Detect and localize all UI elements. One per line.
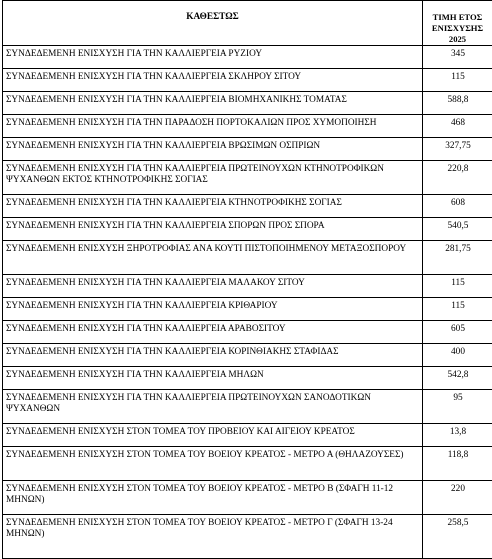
table-row <box>3 218 492 241</box>
row-label: ΣΥΝΔΕΔΕΜΕΝΗ ΕΝΙΣΧΥΣΗ ΣΤΟΝ ΤΟΜΕΑ ΤΟΥ ΠΡΟΒΕΙΟΥ ΚΑΙ ΑΙΓΕΙΟΥ ΚΡΕΑΤΟΣ <box>3 424 423 447</box>
row-value: 605 <box>423 321 492 344</box>
row-label: ΣΥΝΔΕΔΕΜΕΝΗ ΕΝΙΣΧΥΣΗ ΓΙΑ ΤΗΝ ΚΑΛΛΙΕΡΓΕΙΑ ΚΟΡΙΝΘΙΑΚΗΣ ΣΤΑΦΙΔΑΣ <box>3 344 423 367</box>
table-row <box>3 241 492 275</box>
table-row <box>3 115 492 138</box>
row-value: 608 <box>423 195 492 218</box>
row-value: 118,8 <box>423 447 492 481</box>
table-header-row <box>3 1 492 46</box>
row-label: ΣΥΝΔΕΔΕΜΕΝΗ ΕΝΙΣΧΥΣΗ ΓΙΑ ΤΗΝ ΚΑΛΛΙΕΡΓΕΙΑ ΚΡΙΘΑΡΙΟΥ <box>3 298 423 321</box>
row-value: 400 <box>423 344 492 367</box>
table-row <box>3 447 492 481</box>
row-label: ΣΥΝΔΕΔΕΜΕΝΗ ΕΝΙΣΧΥΣΗ ΓΙΑ ΤΗΝ ΚΑΛΛΙΕΡΓΕΙΑ ΚΤΗΝΟΤΡΟΦΙΚΗΣ ΣΟΓΙΑΣ <box>3 195 423 218</box>
row-label: ΣΥΝΔΕΔΕΜΕΝΗ ΕΝΙΣΧΥΣΗ ΓΙΑ ΤΗΝ ΚΑΛΛΙΕΡΓΕΙΑ ΠΡΩΤΕΙΝΟΥΧΩΝ ΣΑΝΟΔΟΤΙΚΩΝ ΨΥΧΑΝΘΩΝ <box>3 390 423 424</box>
row-label: ΣΥΝΔΕΔΕΜΕΝΗ ΕΝΙΣΧΥΣΗ ΓΙΑ ΤΗΝ ΚΑΛΛΙΕΡΓΕΙΑ ΒΡΩΣΙΜΩΝ ΟΣΠΡΙΩΝ <box>3 138 423 161</box>
row-label: ΣΥΝΔΕΔΕΜΕΝΗ ΕΝΙΣΧΥΣΗ ΓΙΑ ΤΗΝ ΚΑΛΛΙΕΡΓΕΙΑ ΒΙΟΜΗΧΑΝΙΚΗΣ ΤΟΜΑΤΑΣ <box>3 92 423 115</box>
row-value: 115 <box>423 69 492 92</box>
table-row <box>3 195 492 218</box>
row-value: 13,8 <box>423 424 492 447</box>
row-label: ΣΥΝΔΕΔΕΜΕΝΗ ΕΝΙΣΧΥΣΗ ΓΙΑ ΤΗΝ ΚΑΛΛΙΕΡΓΕΙΑ ΣΠΟΡΩΝ ΠΡΟΣ ΣΠΟΡΑ <box>3 218 423 241</box>
table-row <box>3 69 492 92</box>
row-label: ΣΥΝΔΕΔΕΜΕΝΗ ΕΝΙΣΧΥΣΗ ΞΗΡΟΤΡΟΦΙΑΣ ΑΝΑ ΚΟΥΤΙ ΠΙΣΤΟΠΟΙΗΜΕΝΟΥ ΜΕΤΑΞΟΣΠΟΡΟΥ <box>3 241 423 275</box>
header-value-line3: 2025 <box>449 34 466 44</box>
row-label: ΣΥΝΔΕΔΕΜΕΝΗ ΕΝΙΣΧΥΣΗ ΓΙΑ ΤΗΝ ΚΑΛΛΙΕΡΓΕΙΑ ΣΚΛΗΡΟΥ ΣΙΤΟΥ <box>3 69 423 92</box>
row-label: ΣΥΝΔΕΔΕΜΕΝΗ ΕΝΙΣΧΥΣΗ ΓΙΑ ΤΗΝ ΚΑΛΛΙΕΡΓΕΙΑ ΜΗΛΩΝ <box>3 367 423 390</box>
table-row <box>3 367 492 390</box>
row-value: 220,8 <box>423 161 492 195</box>
row-label: ΣΥΝΔΕΔΕΜΕΝΗ ΕΝΙΣΧΥΣΗ ΓΙΑ ΤΗΝ ΚΑΛΛΙΕΡΓΕΙΑ ΠΡΩΤΕΙΝΟΥΧΩΝ ΚΤΗΝΟΤΡΟΦΙΚΩΝ ΨΥΧΑΝΘΩΝ ΕΚΤΟΣ ΚΤΗΝΟΤΡΟΦΙΚΗΣ ΣΟΓΙΑΣ <box>3 161 423 195</box>
row-value: 588,8 <box>423 92 492 115</box>
table-row <box>3 481 492 515</box>
table-row <box>3 424 492 447</box>
header-value-line1: ΤΙΜΗ ΕΤΟΣ <box>433 12 483 22</box>
table-row <box>3 161 492 195</box>
row-label: ΣΥΝΔΕΔΕΜΕΝΗ ΕΝΙΣΧΥΣΗ ΓΙΑ ΤΗΝ ΚΑΛΛΙΕΡΓΕΙΑ ΜΑΛΑΚΟΥ ΣΙΤΟΥ <box>3 275 423 298</box>
support-schemes-table <box>2 0 492 559</box>
table-row <box>3 138 492 161</box>
table-row <box>3 515 492 559</box>
table-row <box>3 46 492 69</box>
table-row <box>3 344 492 367</box>
row-label: ΣΥΝΔΕΔΕΜΕΝΗ ΕΝΙΣΧΥΣΗ ΣΤΟΝ ΤΟΜΕΑ ΤΟΥ ΒΟΕΙΟΥ ΚΡΕΑΤΟΣ - ΜΕΤΡΟ Α (ΘΗΛΑΖΟΥΣΕΣ) <box>3 447 423 481</box>
header-value <box>423 1 492 46</box>
row-value: 281,75 <box>423 241 492 275</box>
table-row <box>3 321 492 344</box>
row-value: 95 <box>423 390 492 424</box>
table-row <box>3 92 492 115</box>
row-value: 258,5 <box>423 515 492 559</box>
row-value: 327,75 <box>423 138 492 161</box>
row-value: 345 <box>423 46 492 69</box>
table-row <box>3 275 492 298</box>
row-label: ΣΥΝΔΕΔΕΜΕΝΗ ΕΝΙΣΧΥΣΗ ΓΙΑ ΤΗΝ ΚΑΛΛΙΕΡΓΕΙΑ ΑΡΑΒΟΣΙΤΟΥ <box>3 321 423 344</box>
row-value: 468 <box>423 115 492 138</box>
row-value: 542,8 <box>423 367 492 390</box>
table-row <box>3 298 492 321</box>
row-label: ΣΥΝΔΕΔΕΜΕΝΗ ΕΝΙΣΧΥΣΗ ΣΤΟΝ ΤΟΜΕΑ ΤΟΥ ΒΟΕΙΟΥ ΚΡΕΑΤΟΣ - ΜΕΤΡΟ Β (ΣΦΑΓΗ 11-12 ΜΗΝΩΝ) <box>3 481 423 515</box>
row-value: 540,5 <box>423 218 492 241</box>
row-label: ΣΥΝΔΕΔΕΜΕΝΗ ΕΝΙΣΧΥΣΗ ΣΤΟΝ ΤΟΜΕΑ ΤΟΥ ΒΟΕΙΟΥ ΚΡΕΑΤΟΣ - ΜΕΤΡΟ Γ (ΣΦΑΓΗ 13-24 ΜΗΝΩΝ) <box>3 515 423 559</box>
row-value: 115 <box>423 298 492 321</box>
row-label: ΣΥΝΔΕΔΕΜΕΝΗ ΕΝΙΣΧΥΣΗ ΓΙΑ ΤΗΝ ΠΑΡΑΔΟΣΗ ΠΟΡΤΟΚΑΛΙΩΝ ΠΡΟΣ ΧΥΜΟΠΟΙΗΣΗ <box>3 115 423 138</box>
header-value-line2: ΕΝΙΣΧΥΣΗΣ <box>432 23 483 33</box>
row-value: 115 <box>423 275 492 298</box>
header-category: ΚΑΘΕΣΤΩΣ <box>3 1 423 46</box>
row-label: ΣΥΝΔΕΔΕΜΕΝΗ ΕΝΙΣΧΥΣΗ ΓΙΑ ΤΗΝ ΚΑΛΛΙΕΡΓΕΙΑ ΡΥΖΙΟΥ <box>3 46 423 69</box>
table-row <box>3 390 492 424</box>
row-value: 220 <box>423 481 492 515</box>
